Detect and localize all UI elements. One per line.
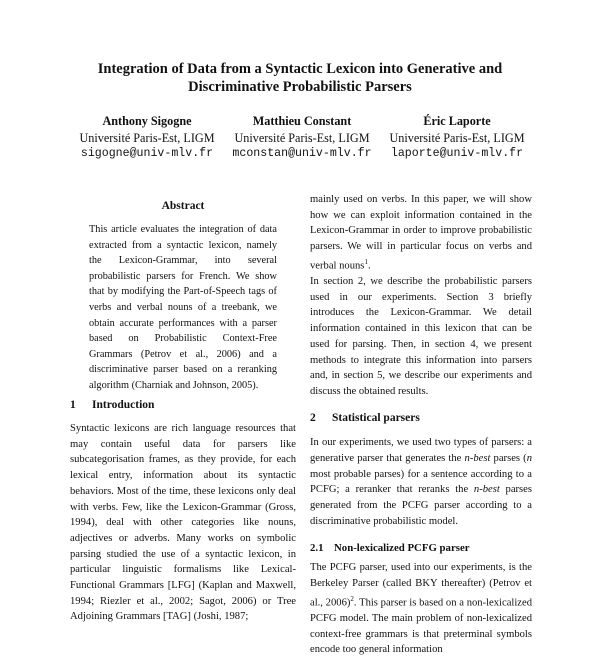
author-email: sigogne@univ-mlv.fr [80, 147, 214, 160]
text-run-italic: n-best [473, 484, 500, 496]
paper-title: Integration of Data from a Syntactic Lexicon into Generative and Discriminative Probabilistic Parsers [97, 61, 503, 95]
footnote-marker: 1 [364, 257, 368, 266]
author-name: Anthony Sigogne [102, 114, 192, 128]
text-run: The PCFG parser, used into our experiments, is the Berkeley Parser (called BKY thereafter) (Petrov et al., 2006) [310, 562, 532, 609]
subsection-title: Non-lexicalized PCFG parser [334, 541, 470, 554]
text-run: . This parser is based on a non-lexicalized PCFG model. The main problem of non-lexicalized context-free grammars is that preterminal symbols encode too general information [310, 597, 532, 656]
section-number: 2 [310, 411, 316, 424]
subsection-heading-non-lexicalized-pcfg [310, 541, 532, 557]
author-email: mconstan@univ-mlv.fr [232, 147, 372, 160]
author-affiliation: Université Paris-Est, LIGM [234, 130, 370, 145]
section-number: 1 [70, 399, 76, 411]
statistical-parsers-paragraph [310, 435, 532, 529]
text-run-italic: n-best [464, 453, 491, 465]
abstract-text: This article evaluates the integration of data extracted from a syntactic lexicon, namely the Lexicon-Grammar, into several probabilistic parsers for French. We show that by modifying the Part-of-Speech tags of verbs and verbal nouns of a treebank, we obtain accurate performances with a parser based on Probabilistic Context-Free Grammars (Petrov et al., 2006) and a discriminative parser based on a reranking algorithm (Charniak and Johnson, 2005). [89, 224, 277, 391]
introduction-continued-paragraph [310, 192, 532, 274]
author-affiliation: Université Paris-Est, LIGM [389, 130, 525, 145]
author-name: Matthieu Constant [252, 114, 352, 128]
author-1 [62, 113, 232, 163]
author-affiliation: Université Paris-Est, LIGM [79, 130, 215, 145]
text-run: In our experiments, we used two types of parsers: a generative parser that generates the [310, 437, 532, 465]
section-heading-introduction [70, 399, 296, 411]
text-run: parses ( [490, 453, 527, 465]
author-name: Éric Laporte [423, 114, 491, 128]
section-title: Introduction [92, 399, 155, 411]
section-title: Statistical parsers [332, 411, 420, 424]
text-run: mainly used on verbs. In this paper, we will show how we can exploit information contained in the Lexicon-Grammar in order to improve probabilistic parsers. We will in particular focus on verbs and verbal nouns [310, 194, 532, 272]
author-email: laporte@univ-mlv.fr [390, 147, 524, 160]
text-run: most probable parses) for a sentence according to a PCFG; a reranker that reranks the [310, 468, 532, 496]
text-run: parses generated from the PCFG parser according to a discriminative probabilistic model. [310, 484, 532, 527]
author-3 [372, 113, 542, 163]
right-column [310, 192, 532, 658]
section-heading-statistical-parsers [310, 411, 532, 427]
author-2 [217, 113, 387, 163]
footnote-marker: 2 [350, 594, 354, 603]
introduction-outline-paragraph: In section 2, we describe the probabilistic parsers used in our experiments. Section 3 briefly introduces the Lexicon-Grammar. We detail information contained in this lexicon that can be used for parsing. Then, in section 4, we present methods to integrate this information into parsers and, in section 5, we describe our experiments and discuss the obtained results. [310, 276, 532, 397]
introduction-paragraph: Syntactic lexicons are rich language resources that may contain useful data for parsers like subcategorisation frames, as they provide, for each lexical entry, information about its syntactic behaviors. Most of the time, these lexicons only deal with verbs. Few, like the Lexicon-Grammar (Gross, 1994), deal with other categories like nouns, adjectives or adverbs. Many works on symbolic parsing studied the use of a syntactic lexicon, in particular linguistic formalisms like Lexical-Functional Grammars [LFG] (Kaplan and Maxwell, 1994; Riezler et al., 2002; Sagot, 2006) or Tree Adjoining Grammars [TAG] (Joshi, 1987; [70, 423, 296, 623]
text-run-italic: n [526, 453, 532, 465]
subsection-number: 2.1 [310, 541, 324, 554]
non-lexicalized-pcfg-paragraph [310, 560, 532, 658]
text-run: . [367, 260, 371, 272]
abstract-heading: Abstract [161, 200, 205, 212]
